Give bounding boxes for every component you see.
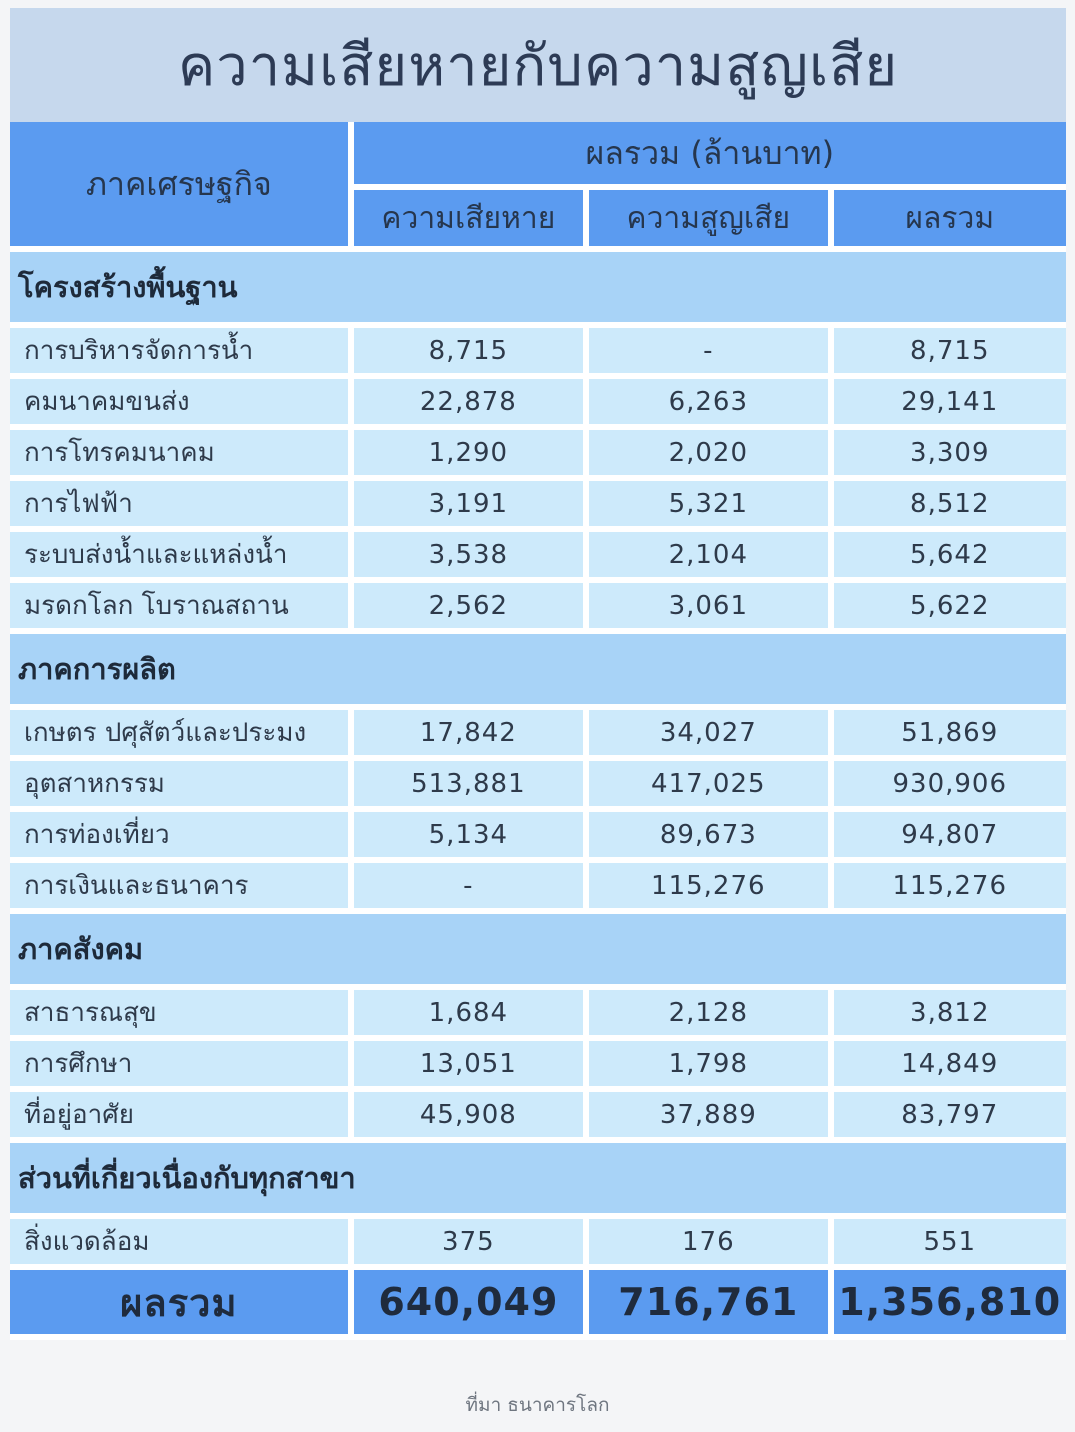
total-value: 94,807 bbox=[834, 812, 1066, 857]
damage-value: 5,134 bbox=[354, 812, 583, 857]
loss-value: 34,027 bbox=[589, 710, 827, 755]
total-column-header: ผลรวม bbox=[834, 190, 1066, 246]
grand-total-damage: 640,049 bbox=[354, 1270, 583, 1334]
loss-value: 2,020 bbox=[589, 430, 827, 475]
loss-value: 1,798 bbox=[589, 1041, 827, 1086]
row-label: เกษตร ปศุสัตว์และประมง bbox=[10, 710, 348, 755]
row-label: การศึกษา bbox=[10, 1041, 348, 1086]
total-value: 5,622 bbox=[834, 583, 1066, 628]
section-title: ภาคการผลิต bbox=[10, 634, 1066, 704]
section-title: ส่วนที่เกี่ยวเนื่องกับทุกสาขา bbox=[10, 1143, 1066, 1213]
total-value: 551 bbox=[834, 1219, 1066, 1264]
row-label: การท่องเที่ยว bbox=[10, 812, 348, 857]
row-label: สิ่งแวดล้อม bbox=[10, 1219, 348, 1264]
damage-value: 513,881 bbox=[354, 761, 583, 806]
loss-value: 37,889 bbox=[589, 1092, 827, 1137]
row-label: ระบบส่งน้ำและแหล่งน้ำ bbox=[10, 532, 348, 577]
section-row bbox=[10, 914, 1066, 984]
loss-value: - bbox=[589, 328, 827, 373]
loss-value: 89,673 bbox=[589, 812, 827, 857]
damage-value: 3,538 bbox=[354, 532, 583, 577]
loss-value: 2,128 bbox=[589, 990, 827, 1035]
loss-value: 6,263 bbox=[589, 379, 827, 424]
total-value: 930,906 bbox=[834, 761, 1066, 806]
sector-column-header: ภาคเศรษฐกิจ bbox=[10, 122, 348, 246]
total-value: 29,141 bbox=[834, 379, 1066, 424]
grand-total-sum: 1,356,810 bbox=[834, 1270, 1066, 1334]
table-row bbox=[10, 1092, 1066, 1137]
damage-value: 1,684 bbox=[354, 990, 583, 1035]
section-row bbox=[10, 1143, 1066, 1213]
total-value: 8,715 bbox=[834, 328, 1066, 373]
loss-value: 417,025 bbox=[589, 761, 827, 806]
table-body bbox=[10, 252, 1066, 1264]
table-row bbox=[10, 1041, 1066, 1086]
table-row bbox=[10, 710, 1066, 755]
row-label: การไฟฟ้า bbox=[10, 481, 348, 526]
loss-value: 115,276 bbox=[589, 863, 827, 908]
loss-value: 176 bbox=[589, 1219, 827, 1264]
grand-total-label: ผลรวม bbox=[10, 1270, 348, 1334]
damage-value: 13,051 bbox=[354, 1041, 583, 1086]
row-label: คมนาคมขนส่ง bbox=[10, 379, 348, 424]
total-value: 14,849 bbox=[834, 1041, 1066, 1086]
grand-total-loss: 716,761 bbox=[589, 1270, 827, 1334]
damage-value: 375 bbox=[354, 1219, 583, 1264]
damage-loss-table bbox=[4, 116, 1072, 1340]
damage-value: 8,715 bbox=[354, 328, 583, 373]
section-title: โครงสร้างพื้นฐาน bbox=[10, 252, 1066, 322]
damage-column-header: ความเสียหาย bbox=[354, 190, 583, 246]
section-row bbox=[10, 634, 1066, 704]
table-row bbox=[10, 583, 1066, 628]
total-value: 3,309 bbox=[834, 430, 1066, 475]
damage-value: 17,842 bbox=[354, 710, 583, 755]
total-value: 83,797 bbox=[834, 1092, 1066, 1137]
total-value: 8,512 bbox=[834, 481, 1066, 526]
damage-value: 45,908 bbox=[354, 1092, 583, 1137]
table-row bbox=[10, 328, 1066, 373]
damage-value: 2,562 bbox=[354, 583, 583, 628]
row-label: มรดกโลก โบราณสถาน bbox=[10, 583, 348, 628]
grand-total-row bbox=[10, 1270, 1066, 1334]
table-row bbox=[10, 481, 1066, 526]
row-label: อุตสาหกรรม bbox=[10, 761, 348, 806]
loss-value: 3,061 bbox=[589, 583, 827, 628]
table-row bbox=[10, 990, 1066, 1035]
section-title: ภาคสังคม bbox=[10, 914, 1066, 984]
table-row bbox=[10, 379, 1066, 424]
table-row bbox=[10, 430, 1066, 475]
row-label: การเงินและธนาคาร bbox=[10, 863, 348, 908]
total-value: 51,869 bbox=[834, 710, 1066, 755]
row-label: ที่อยู่อาศัย bbox=[10, 1092, 348, 1137]
row-label: การโทรคมนาคม bbox=[10, 430, 348, 475]
sum-group-header: ผลรวม (ล้านบาท) bbox=[354, 122, 1066, 184]
damage-value: 3,191 bbox=[354, 481, 583, 526]
table-row bbox=[10, 812, 1066, 857]
infographic-card bbox=[10, 8, 1066, 1340]
source-caption: ที่มา ธนาคารโลก bbox=[465, 1394, 610, 1416]
page-title: ความเสียหายกับความสูญเสีย bbox=[10, 8, 1066, 122]
table-row bbox=[10, 532, 1066, 577]
total-value: 115,276 bbox=[834, 863, 1066, 908]
loss-column-header: ความสูญเสีย bbox=[589, 190, 827, 246]
table-row bbox=[10, 761, 1066, 806]
damage-value: - bbox=[354, 863, 583, 908]
damage-value: 22,878 bbox=[354, 379, 583, 424]
damage-value: 1,290 bbox=[354, 430, 583, 475]
total-value: 3,812 bbox=[834, 990, 1066, 1035]
row-label: การบริหารจัดการน้ำ bbox=[10, 328, 348, 373]
table-row bbox=[10, 1219, 1066, 1264]
row-label: สาธารณสุข bbox=[10, 990, 348, 1035]
section-row bbox=[10, 252, 1066, 322]
table-row bbox=[10, 863, 1066, 908]
loss-value: 2,104 bbox=[589, 532, 827, 577]
loss-value: 5,321 bbox=[589, 481, 827, 526]
total-value: 5,642 bbox=[834, 532, 1066, 577]
